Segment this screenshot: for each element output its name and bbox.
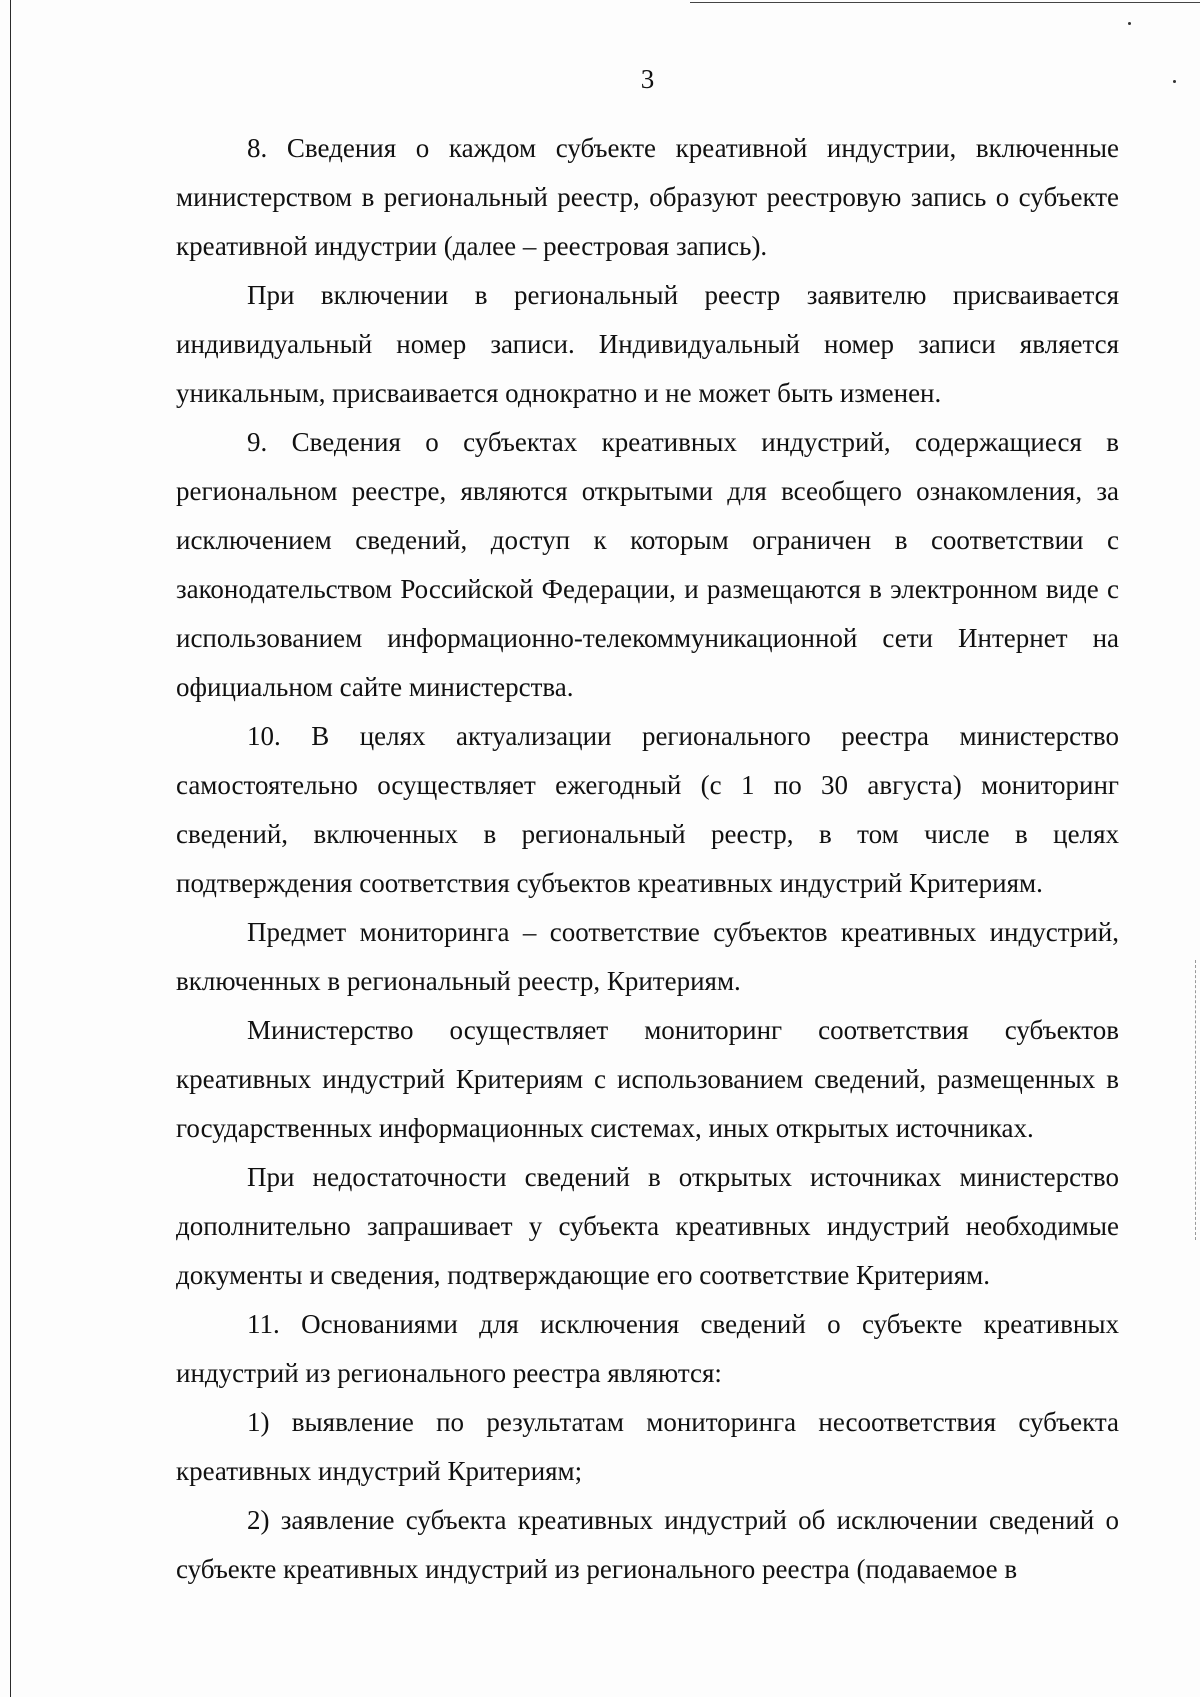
scan-top-border [690,2,1200,3]
paragraph: При включении в региональный реестр заявителю присваивается индивидуальный номер записи. Индивидуальный номер записи является уникальным, присваивается однократно и не может быть изменен. [176,280,1119,408]
paragraph: 9. Сведения о субъектах креативных индустрий, содержащиеся в региональном реестре, являются открытыми для всеобщего ознакомления, за исключением сведений, доступ к которым ограничен в соответствии с законодательством Российской Федерации, и размещаются в электронном виде с использованием информационно-телекоммуникационной сети Интернет на официальном сайте министерства. [176,427,1119,702]
scan-right-border [1195,960,1197,1240]
paragraph: 10. В целях актуализации регионального реестра министерство самостоятельно осуществляет ежегодный (с 1 по 30 августа) мониторинг сведений, включенных в региональный реестр, в том числе в целях подтверждения соответствия субъектов креативных индустрий Критериям. [176,721,1119,898]
scan-speck [1128,22,1131,25]
paragraph: 8. Сведения о каждом субъекте креативной индустрии, включенные министерством в региональный реестр, образуют реестровую запись о субъекте креативной индустрии (далее – реестровая запись). [176,133,1119,261]
page-number: 3 [640,64,655,94]
paragraph: 11. Основаниями для исключения сведений о субъекте креативных индустрий из регионального реестра являются: [176,1309,1119,1388]
document-body [176,124,1119,1594]
paragraph: При недостаточности сведений в открытых источниках министерство дополнительно запрашивает у субъекта креативных индустрий необходимые документы и сведения, подтверждающие его соответствие Критериям. [176,1162,1119,1290]
paragraph: 2) заявление субъекта креативных индустрий об исключении сведений о субъекте креативных индустрий из регионального реестра (подаваемое в [176,1505,1119,1584]
scan-left-border [10,0,11,1697]
paragraph: Предмет мониторинга – соответствие субъектов креативных индустрий, включенных в региональный реестр, Критериям. [176,917,1119,996]
paragraph: Министерство осуществляет мониторинг соответствия субъектов креативных индустрий Критериям с использованием сведений, размещенных в государственных информационных системах, иных открытых источниках. [176,1015,1119,1143]
paragraph: 1) выявление по результатам мониторинга несоответствия субъекта креативных индустрий Критериям; [176,1407,1119,1486]
